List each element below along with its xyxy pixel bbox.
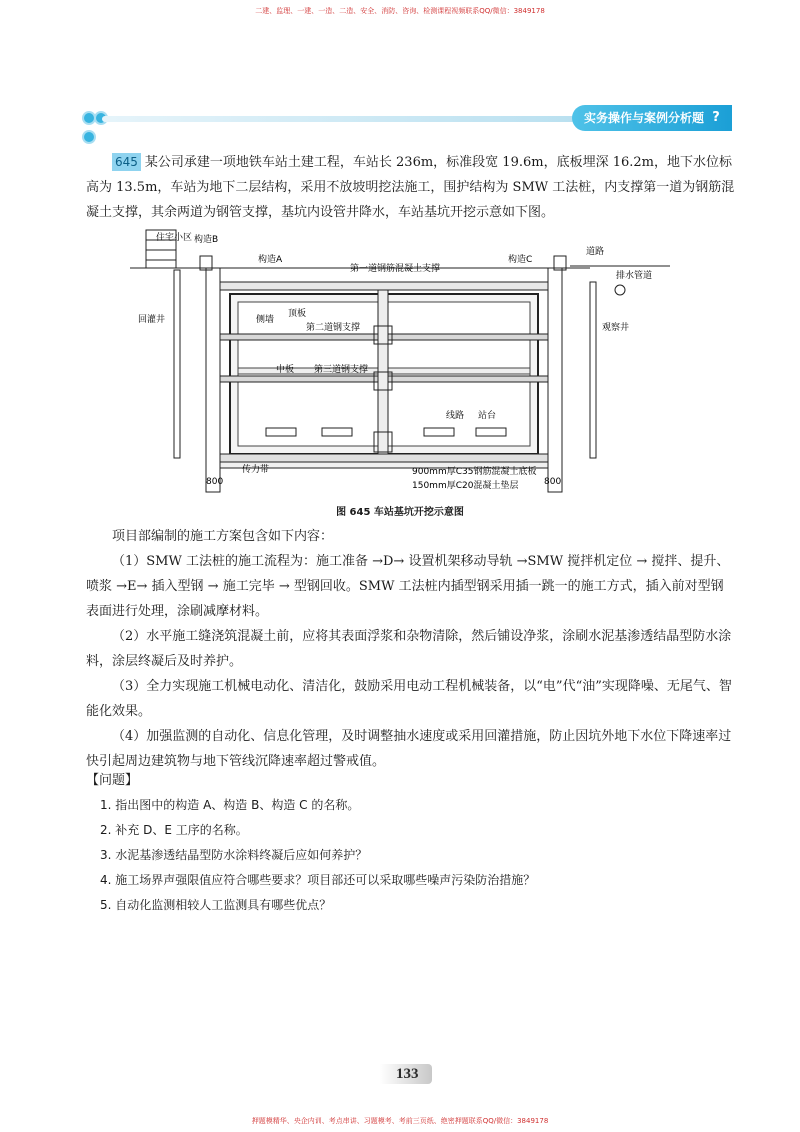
plan-item: （2）水平施工缝浇筑混凝土前，应将其表面浮浆和杂物清除，然后铺设净浆，涂刷水泥基渗透结晶型防水涂料，涂层终凝后及时养护。: [86, 629, 732, 669]
label-width-left: 800: [206, 477, 224, 487]
label-structure-b: 构造B: [194, 235, 219, 245]
question-item: 3. 水泥基渗透结晶型防水涂料终凝后应如何养护？: [100, 848, 368, 862]
label-third-support: 第三道钢支撑: [314, 365, 369, 375]
label-second-support: 第二道钢支撑: [306, 323, 361, 333]
section-header: [82, 102, 732, 132]
label-drain-pipe: 排水管道: [616, 271, 653, 281]
section-title-badge: [572, 105, 732, 131]
label-first-support: 第一道钢筋混凝土支撑: [350, 264, 441, 274]
label-top-slab: 顶板: [288, 309, 307, 319]
label-observation-well: 观察井: [602, 323, 630, 333]
label-recharge-well: 回灌井: [138, 315, 166, 325]
label-width-right: 800: [544, 477, 562, 487]
label-cushion: 150mm厚C20混凝土垫层: [412, 481, 519, 491]
plan-item: （3）全力实现施工机械电动化、清洁化，鼓励采用电动工程机械装备，以“电”代“油”实现降噪、无尾气、智能化效果。: [86, 679, 732, 719]
plan-item: （1）SMW 工法桩的施工流程为：施工准备 →D→ 设置机架移动导轨 →SMW 搅拌机定位 → 搅拌、提升、喷浆 →E→ 插入型钢 → 施工完毕 → 型钢回收。SMW 工法桩内插型钢采用插一跳一的施工方式，插入前对型钢表面进行处理，涂刷减摩材料。: [86, 554, 730, 619]
questions-heading: 【问题】: [86, 773, 139, 788]
question-intro-text: 某公司承建一项地铁车站土建工程，车站长 236m，标准段宽 19.6m，底板埋深 16.2m，地下水位标高为 13.5m，车站为地下二层结构，采用不放坡明挖法施工，围护结构为 SMW 工法桩，内支撑第一道为钢筋混凝土支撑，其余两道为钢管支撑，基坑内设管井降水，车站基坑开挖示意如下图。: [86, 155, 735, 220]
label-structure-a: 构造A: [258, 255, 283, 265]
bottom-watermark-note: 押题模精华、央企内训、考点串讲、习题模考、考前三页纸、绝密押题联系QQ/微信：3849178: [251, 1117, 549, 1125]
questions-section: [86, 768, 736, 918]
section-title: 实务操作与案例分析题: [584, 111, 705, 125]
label-middle-slab: 中板: [276, 365, 295, 375]
label-residential: 住宅小区: [156, 233, 193, 243]
label-platform: 站台: [478, 411, 497, 421]
header-divider: [102, 116, 582, 122]
question-item: 4. 施工场界声强限值应符合哪些要求？项目部还可以采取哪些噪声污染防治措施？: [100, 873, 536, 887]
plan-lead: 项目部编制的施工方案包含如下内容：: [112, 529, 334, 544]
page-number-badge: [380, 1064, 432, 1084]
question-item: 1. 指出图中的构造 A、构造 B、构造 C 的名称。: [100, 798, 360, 812]
construction-plan: [86, 524, 736, 774]
question-intro: [86, 150, 736, 225]
question-item: 2. 补充 D、E 工序的名称。: [100, 823, 248, 837]
question-item: 5. 自动化监测相较人工监测具有哪些优点？: [100, 898, 332, 912]
label-waist-beam: 传力带: [242, 465, 270, 475]
plan-item: （4）加强监测的自动化、信息化管理，及时调整抽水速度或采用回灌措施，防止因坑外地下水位下降速率过快引起周边建筑物与地下管线沉降速率超过警戒值。: [86, 729, 732, 769]
label-track: 线路: [446, 411, 465, 421]
label-bottom-slab: 900mm厚C35钢筋混凝土底板: [412, 467, 537, 477]
figure-caption: 图 645 车站基坑开挖示意图: [336, 507, 464, 518]
excavation-diagram: [130, 226, 670, 502]
top-watermark-note: 二建、监理、一建、一造、二造、安全、消防、咨询、检测课程视频联系QQ/微信：3849178: [255, 7, 545, 15]
label-side-wall: 侧墙: [256, 315, 275, 325]
label-structure-c: 构造C: [508, 255, 533, 265]
question-mark-icon: ?: [712, 110, 720, 125]
label-road: 道路: [586, 247, 605, 257]
page-number: 133: [396, 1066, 419, 1082]
question-number: 645: [112, 153, 141, 171]
